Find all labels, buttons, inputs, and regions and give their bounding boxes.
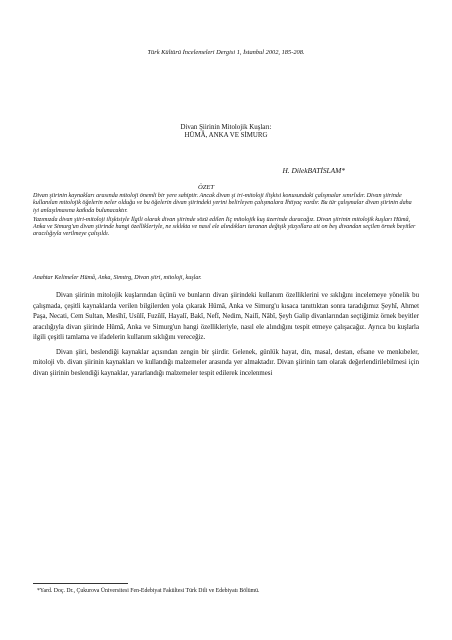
keywords: Anahtar Kelimeler Hümâ, Anka, Simıtrg, Divan şiiri, mitoloji, kuşlar. — [33, 275, 202, 281]
abstract-paragraph-1: Divan şiirinin kaynakları arasında mitoloji önemli bir yere sahiptir. Ancak divan şi iri-mitoloji ilişkisi konusundaki çalışmalar sınırlıdır. Divan şiirinde kullanılan mitolojik öğelerin neler olduğu ve bu öğelerin divan şiirindeki yerini belirleyen çalışmalara İhtiyaç vardır. Bu tür çalışmalar divan şiirinin daha iyi anlaşılmasına katkıda bulunacaktır. — [33, 193, 412, 214]
footnote-divider — [33, 583, 128, 584]
body-text — [33, 291, 419, 379]
journal-reference: Türk Kültürü İncelemeleri Dergisi 1, İstanbul 2002, 185-208. — [147, 49, 305, 56]
body-paragraph-1: Divan şiirinin mitolojik kuşlarından üçünü ve bunların divan şiirindeki kullanım özelliklerini ve sıklığını incelemeye yönelik bu çalışmada, çeşitli kaynaklarda verilen bilgilerden yola çıkarak Hümâ, Anka ve Simurg'u kısaca tanıttıktan sonra taradığımız Şeyhî, Ahmet Paşa, Necati, Cem Sultan, Mesîhî, Usûlî, Fuzûlî, Hayalî, Bakî, Nefî, Nedim, Nailî, Nâbî, Şeyh Galip divanlarından seçtiğimiz örnek beyitler aracılığıyla divan şiirinde Hümâ, Anka ve Simurg'un hangi özellikleriyle, nasıl ele alındığını tespit etmeye çalışacağız. Ayrıca bu kuşlarla ilgili çeşitli tamlama ve ifadelerin kullanım sıklığını vereceğiz. — [33, 292, 419, 342]
article-title — [60, 124, 392, 141]
footnote: *Yard. Doç. Dr., Çukurova Üniversitesi Fen-Edebiyat Fakültesi Türk Dili ve Edebiyatı Bölümü. — [37, 588, 260, 594]
article-title-line-2: HÜMÂ, ANKA VE SİMURG — [184, 132, 268, 140]
body-paragraph-2: Divan şiiri, beslendiği kaynaklar açısından zengin bir şiirdir. Gelenek, günlük hayat, din, masal, destan, efsane ve menkıbeler, mitoloji vb. divan şiirinin kaynakları ve kullandığı malzemeler arasında yer almaktadır. Divan şiirinin tam olarak değerlendirilebilmesi için divan şiirinin beslendiği kaynaklar, yararlandığı malzemeler tespit edilerek incelenmesi — [33, 348, 419, 377]
article-title-line-1: Divan Şiirinin Mitolojik Kuşları: — [180, 124, 272, 131]
author-name: H. DilekBATİSLAM* — [282, 166, 345, 175]
abstract — [33, 193, 419, 239]
abstract-paragraph-2: Yazımızda divan şiiri-mitoloji ilişkisiyle İlgili olarak divan şiirinde sözü edilen İiç mitolojik kuş üzerinde duracağız. Divan şiirinin mitolojik kuşları Hümâ, Anka ve Simurg'un divan şiirinde hangi özellikleriyle, ne sıklıkta ve nasıl ele alındıkları taranan değişik yüzyıllara ait on beş divandan seçilen örnek beyitler aracılığıyla verilmeye çalışıldı. — [33, 216, 416, 238]
abstract-heading: ÖZET — [197, 184, 215, 191]
